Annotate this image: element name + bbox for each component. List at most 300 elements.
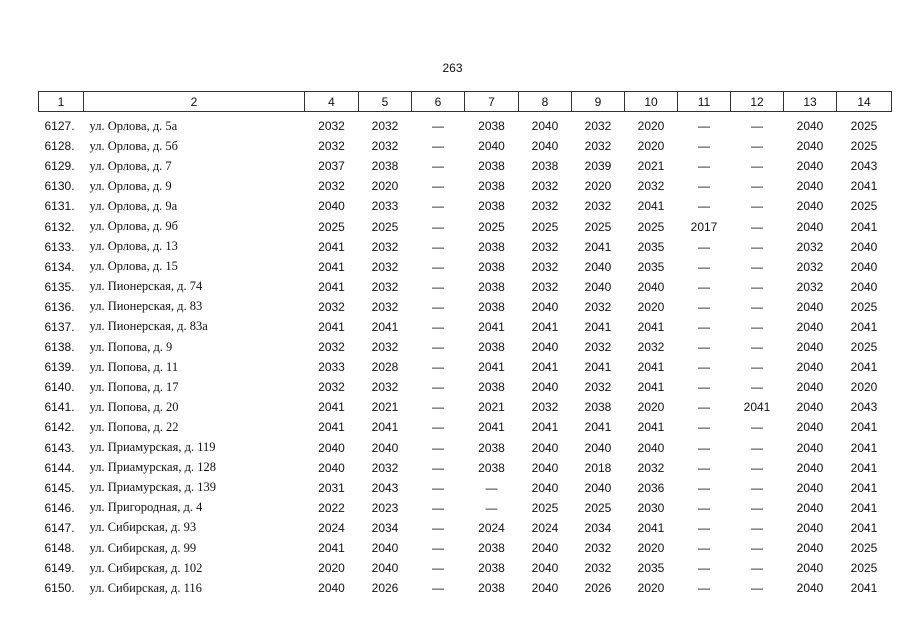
year-cell: 2024 xyxy=(478,520,505,535)
year-cell: 2038 xyxy=(371,159,399,174)
table-row xyxy=(39,538,892,558)
year-cell: — xyxy=(751,340,763,355)
year-cell: — xyxy=(751,319,763,334)
year-cell: — xyxy=(751,460,763,475)
row-number-cell: 6135. xyxy=(44,279,75,294)
year-cell: 2032 xyxy=(371,340,399,355)
year-cell: 2040 xyxy=(478,139,505,154)
year-cell: — xyxy=(432,139,444,154)
year-cell: 2040 xyxy=(796,319,824,334)
year-cell: — xyxy=(698,159,710,174)
year-cell: 2040 xyxy=(531,380,559,395)
year-cell: 2032 xyxy=(531,279,559,294)
year-cell: 2020 xyxy=(637,139,665,154)
year-cell: — xyxy=(698,340,710,355)
table-row xyxy=(39,156,892,176)
year-cell: 2041 xyxy=(637,380,665,395)
year-cell: 2040 xyxy=(850,259,878,274)
year-cell: 2041 xyxy=(743,400,771,415)
address-cell: ул. Орлова, д. 7 xyxy=(89,158,172,173)
year-cell: 2041 xyxy=(531,360,559,375)
year-cell: 2041 xyxy=(637,420,665,435)
year-cell: 2038 xyxy=(478,159,505,174)
year-cell: 2023 xyxy=(371,500,399,515)
year-cell: 2032 xyxy=(318,340,345,355)
year-cell: 2041 xyxy=(850,520,878,535)
row-number-cell: 6143. xyxy=(44,440,75,455)
year-cell: 2041 xyxy=(531,319,559,334)
address-cell: ул. Приамурская, д. 139 xyxy=(89,480,216,495)
year-cell: — xyxy=(751,360,763,375)
table-row xyxy=(39,357,892,377)
year-cell: 2041 xyxy=(850,360,878,375)
year-cell: 2032 xyxy=(371,299,399,314)
year-cell: — xyxy=(698,420,710,435)
year-cell: 2025 xyxy=(637,219,665,234)
address-cell: ул. Попова, д. 9 xyxy=(89,339,173,354)
year-cell: 2031 xyxy=(318,480,345,495)
year-cell: 2032 xyxy=(371,460,399,475)
year-cell: 2043 xyxy=(371,480,399,495)
year-cell: — xyxy=(432,380,444,395)
year-cell: 2032 xyxy=(637,179,665,194)
housing-registry-table xyxy=(38,91,892,598)
year-cell: 2040 xyxy=(796,400,824,415)
year-cell: 2025 xyxy=(531,219,559,234)
year-cell: 2041 xyxy=(584,360,612,375)
row-number-cell: 6133. xyxy=(44,239,75,254)
table-row xyxy=(39,237,892,257)
year-cell: — xyxy=(432,179,444,194)
row-number-cell: 6129. xyxy=(44,159,75,174)
year-cell: 2038 xyxy=(478,581,505,596)
year-cell: 2040 xyxy=(796,561,824,576)
year-cell: 2041 xyxy=(850,179,878,194)
year-cell: 2032 xyxy=(531,239,559,254)
year-cell: 2025 xyxy=(531,500,559,515)
year-cell: — xyxy=(432,239,444,254)
row-number-cell: 6131. xyxy=(44,199,75,214)
year-cell: 2038 xyxy=(531,159,559,174)
year-cell: — xyxy=(751,500,763,515)
header-row xyxy=(39,92,892,112)
year-cell: 2040 xyxy=(584,440,612,455)
year-cell: 2034 xyxy=(584,520,612,535)
year-cell: 2040 xyxy=(796,420,824,435)
year-cell: 2041 xyxy=(850,480,878,495)
year-cell: 2020 xyxy=(637,541,665,556)
year-cell: — xyxy=(698,500,710,515)
address-cell: ул. Попова, д. 22 xyxy=(89,419,179,434)
year-cell: 2039 xyxy=(584,159,612,174)
year-cell: 2040 xyxy=(531,299,559,314)
year-cell: — xyxy=(698,480,710,495)
year-cell: 2036 xyxy=(637,480,665,495)
year-cell: 2041 xyxy=(850,420,878,435)
row-number-cell: 6132. xyxy=(44,219,75,234)
year-cell: 2025 xyxy=(318,219,345,234)
year-cell: 2041 xyxy=(318,420,345,435)
year-cell: 2041 xyxy=(850,581,878,596)
year-cell: 2020 xyxy=(371,179,399,194)
row-number-cell: 6136. xyxy=(44,299,75,314)
row-number-cell: 6146. xyxy=(44,500,75,515)
year-cell: — xyxy=(751,179,763,194)
year-cell: 2020 xyxy=(850,380,878,395)
year-cell: — xyxy=(698,139,710,154)
column-header: 9 xyxy=(572,92,625,112)
table-row xyxy=(39,216,892,236)
table-body xyxy=(39,112,892,599)
year-cell: 2040 xyxy=(531,340,559,355)
year-cell: — xyxy=(485,500,498,515)
year-cell: 2020 xyxy=(637,299,665,314)
year-cell: 2032 xyxy=(584,541,612,556)
year-cell: — xyxy=(698,319,710,334)
year-cell: — xyxy=(698,460,710,475)
address-cell: ул. Попова, д. 20 xyxy=(89,399,179,414)
year-cell: — xyxy=(751,541,763,556)
year-cell: 2038 xyxy=(478,239,505,254)
year-cell: 2040 xyxy=(371,561,399,576)
row-number-cell: 6141. xyxy=(44,400,75,415)
year-cell: 2040 xyxy=(796,199,824,214)
year-cell: 2032 xyxy=(531,179,559,194)
year-cell: 2038 xyxy=(478,340,505,355)
column-header: 14 xyxy=(837,92,892,112)
year-cell: 2040 xyxy=(531,541,559,556)
year-cell: 2041 xyxy=(318,279,345,294)
year-cell: 2040 xyxy=(796,520,824,535)
address-cell: ул. Орлова, д. 9а xyxy=(89,198,178,213)
table-row xyxy=(39,136,892,156)
year-cell: 2032 xyxy=(318,119,345,134)
year-cell: — xyxy=(432,119,444,134)
year-cell: 2040 xyxy=(796,299,824,314)
year-cell: 2032 xyxy=(637,340,665,355)
table-row xyxy=(39,337,892,357)
year-cell: 2040 xyxy=(531,460,559,475)
year-cell: 2032 xyxy=(584,380,612,395)
year-cell: 2037 xyxy=(318,159,345,174)
row-number-cell: 6127. xyxy=(44,119,75,134)
year-cell: 2021 xyxy=(371,400,399,415)
row-number-cell: 6134. xyxy=(44,259,75,274)
row-number-cell: 6147. xyxy=(44,520,75,535)
year-cell: 2041 xyxy=(637,360,665,375)
year-cell: 2032 xyxy=(531,400,559,415)
year-cell: 2038 xyxy=(478,259,505,274)
year-cell: 2041 xyxy=(850,500,878,515)
year-cell: 2032 xyxy=(584,299,612,314)
year-cell: 2041 xyxy=(637,520,665,535)
year-cell: 2026 xyxy=(371,581,399,596)
table-header xyxy=(39,92,892,112)
year-cell: 2040 xyxy=(584,259,612,274)
row-number-cell: 6145. xyxy=(44,480,75,495)
address-cell: ул. Сибирская, д. 93 xyxy=(89,520,197,535)
year-cell: 2040 xyxy=(318,440,345,455)
address-cell: ул. Орлова, д. 9б xyxy=(89,219,179,234)
year-cell: 2040 xyxy=(584,480,612,495)
year-cell: 2025 xyxy=(371,219,399,234)
row-number-cell: 6150. xyxy=(44,581,75,596)
year-cell: 2020 xyxy=(637,119,665,134)
year-cell: — xyxy=(432,360,444,375)
year-cell: — xyxy=(432,259,444,274)
year-cell: — xyxy=(432,219,444,234)
year-cell: 2034 xyxy=(371,520,399,535)
year-cell: 2025 xyxy=(584,219,612,234)
year-cell: 2035 xyxy=(637,561,665,576)
year-cell: 2025 xyxy=(584,500,612,515)
year-cell: 2040 xyxy=(850,279,878,294)
column-header: 11 xyxy=(678,92,731,112)
year-cell: 2040 xyxy=(796,179,824,194)
year-cell: — xyxy=(432,520,444,535)
year-cell: 2038 xyxy=(478,299,505,314)
year-cell: 2032 xyxy=(584,340,612,355)
year-cell: 2040 xyxy=(796,500,824,515)
row-number-cell: 6139. xyxy=(44,360,75,375)
year-cell: 2038 xyxy=(478,541,505,556)
year-cell: 2040 xyxy=(796,360,824,375)
year-cell: — xyxy=(432,480,444,495)
year-cell: 2035 xyxy=(637,239,665,254)
year-cell: 2025 xyxy=(850,199,878,214)
year-cell: — xyxy=(751,159,763,174)
year-cell: 2032 xyxy=(318,380,345,395)
year-cell: 2026 xyxy=(584,581,612,596)
year-cell: 2020 xyxy=(637,581,665,596)
address-cell: ул. Приамурская, д. 128 xyxy=(89,460,216,475)
year-cell: 2041 xyxy=(850,440,878,455)
row-number-cell: 6142. xyxy=(44,420,75,435)
year-cell: 2041 xyxy=(850,319,878,334)
year-cell: 2040 xyxy=(531,480,559,495)
row-number-cell: 6148. xyxy=(44,541,75,556)
year-cell: 2041 xyxy=(637,199,665,214)
address-cell: ул. Орлова, д. 5а xyxy=(89,118,178,133)
year-cell: 2041 xyxy=(584,319,612,334)
year-cell: 2040 xyxy=(796,119,824,134)
year-cell: — xyxy=(751,259,763,274)
column-header: 6 xyxy=(412,92,465,112)
year-cell: — xyxy=(698,440,710,455)
table-row xyxy=(39,257,892,277)
year-cell: 2017 xyxy=(690,219,718,234)
year-cell: — xyxy=(698,299,710,314)
year-cell: 2038 xyxy=(478,279,505,294)
year-cell: 2041 xyxy=(637,319,665,334)
year-cell: 2025 xyxy=(850,561,878,576)
year-cell: 2020 xyxy=(318,561,345,576)
year-cell: 2040 xyxy=(531,119,559,134)
year-cell: 2032 xyxy=(637,460,665,475)
year-cell: — xyxy=(698,119,710,134)
year-cell: 2040 xyxy=(850,239,878,254)
address-cell: ул. Сибирская, д. 116 xyxy=(89,580,202,595)
address-cell: ул. Пригородная, д. 4 xyxy=(89,500,203,515)
year-cell: — xyxy=(751,581,763,596)
year-cell: 2040 xyxy=(796,581,824,596)
row-number-cell: 6130. xyxy=(44,179,75,194)
year-cell: 2032 xyxy=(371,239,399,254)
year-cell: 2041 xyxy=(318,400,345,415)
year-cell: — xyxy=(432,400,444,415)
year-cell: — xyxy=(432,460,444,475)
year-cell: 2040 xyxy=(796,380,824,395)
year-cell: — xyxy=(698,541,710,556)
year-cell: — xyxy=(432,319,444,334)
year-cell: 2040 xyxy=(531,561,559,576)
table-row xyxy=(39,277,892,297)
year-cell: — xyxy=(698,581,710,596)
year-cell: 2040 xyxy=(796,480,824,495)
year-cell: — xyxy=(751,119,763,134)
year-cell: 2040 xyxy=(796,159,824,174)
table-row xyxy=(39,458,892,478)
year-cell: 2040 xyxy=(371,541,399,556)
column-header: 4 xyxy=(305,92,359,112)
year-cell: 2018 xyxy=(584,460,612,475)
year-cell: 2032 xyxy=(796,259,824,274)
table-row xyxy=(39,176,892,196)
row-number-cell: 6149. xyxy=(44,561,75,576)
year-cell: 2032 xyxy=(371,279,399,294)
row-number-cell: 6140. xyxy=(44,380,75,395)
column-header: 8 xyxy=(519,92,572,112)
year-cell: 2032 xyxy=(584,139,612,154)
year-cell: 2040 xyxy=(796,139,824,154)
address-cell: ул. Пионерская, д. 83а xyxy=(89,319,208,334)
year-cell: 2033 xyxy=(318,360,345,375)
year-cell: 2040 xyxy=(796,340,824,355)
year-cell: 2021 xyxy=(478,400,505,415)
year-cell: 2041 xyxy=(371,420,399,435)
year-cell: 2040 xyxy=(531,581,559,596)
year-cell: — xyxy=(432,299,444,314)
year-cell: 2032 xyxy=(371,139,399,154)
year-cell: — xyxy=(751,380,763,395)
year-cell: — xyxy=(432,561,444,576)
year-cell: — xyxy=(432,420,444,435)
year-cell: 2041 xyxy=(318,259,345,274)
row-number-cell: 6137. xyxy=(44,319,75,334)
year-cell: — xyxy=(432,440,444,455)
year-cell: 2040 xyxy=(371,440,399,455)
year-cell: 2040 xyxy=(531,139,559,154)
year-cell: 2040 xyxy=(531,440,559,455)
year-cell: 2038 xyxy=(478,199,505,214)
year-cell: 2032 xyxy=(584,561,612,576)
year-cell: — xyxy=(698,400,710,415)
address-cell: ул. Пионерская, д. 83 xyxy=(89,299,203,314)
address-cell: ул. Попова, д. 17 xyxy=(89,379,179,394)
year-cell: — xyxy=(751,199,763,214)
year-cell: — xyxy=(432,279,444,294)
address-cell: ул. Орлова, д. 5б xyxy=(89,138,179,153)
address-cell: ул. Орлова, д. 15 xyxy=(89,259,178,274)
table-row xyxy=(39,498,892,518)
table-row xyxy=(39,558,892,578)
address-cell: ул. Орлова, д. 13 xyxy=(89,239,178,254)
address-cell: ул. Орлова, д. 9 xyxy=(89,178,172,193)
table-row xyxy=(39,397,892,417)
year-cell: 2025 xyxy=(850,299,878,314)
year-cell: — xyxy=(698,360,710,375)
year-cell: — xyxy=(432,199,444,214)
year-cell: 2038 xyxy=(478,460,505,475)
year-cell: — xyxy=(432,581,444,596)
table-row xyxy=(39,438,892,458)
table-row xyxy=(39,518,892,538)
year-cell: — xyxy=(751,520,763,535)
table-row xyxy=(39,478,892,498)
year-cell: — xyxy=(432,340,444,355)
row-number-cell: 6144. xyxy=(44,460,75,475)
year-cell: — xyxy=(698,561,710,576)
year-cell: 2040 xyxy=(796,219,824,234)
year-cell: 2021 xyxy=(637,159,665,174)
year-cell: — xyxy=(698,239,710,254)
year-cell: 2043 xyxy=(850,400,878,415)
year-cell: — xyxy=(432,541,444,556)
table-row xyxy=(39,317,892,337)
year-cell: 2040 xyxy=(796,460,824,475)
column-header: 1 xyxy=(39,92,84,112)
year-cell: 2040 xyxy=(637,279,665,294)
address-cell: ул. Приамурская, д. 119 xyxy=(89,440,216,455)
page-number: 263 xyxy=(442,61,463,75)
column-header: 13 xyxy=(784,92,837,112)
year-cell: 2040 xyxy=(796,440,824,455)
year-cell: — xyxy=(751,440,763,455)
year-cell: 2022 xyxy=(318,500,345,515)
year-cell: 2041 xyxy=(371,319,399,334)
year-cell: 2025 xyxy=(850,340,878,355)
year-cell: 2040 xyxy=(318,199,345,214)
table-row xyxy=(39,578,892,598)
year-cell: 2038 xyxy=(478,561,505,576)
year-cell: — xyxy=(698,179,710,194)
year-cell: 2038 xyxy=(478,179,505,194)
address-cell: ул. Сибирская, д. 99 xyxy=(89,540,197,555)
year-cell: 2041 xyxy=(584,239,612,254)
year-cell: 2040 xyxy=(318,460,345,475)
year-cell: 2040 xyxy=(796,541,824,556)
year-cell: — xyxy=(751,420,763,435)
column-header: 2 xyxy=(84,92,305,112)
address-cell: ул. Попова, д. 11 xyxy=(89,359,179,374)
table-row xyxy=(39,297,892,317)
column-header: 10 xyxy=(625,92,678,112)
year-cell: 2030 xyxy=(637,500,665,515)
year-cell: 2025 xyxy=(850,119,878,134)
year-cell: 2040 xyxy=(318,581,345,596)
year-cell: 2032 xyxy=(318,179,345,194)
year-cell: 2040 xyxy=(637,440,665,455)
table-row xyxy=(39,377,892,397)
year-cell: 2025 xyxy=(850,541,878,556)
year-cell: 2032 xyxy=(531,259,559,274)
year-cell: — xyxy=(751,239,763,254)
row-number-cell: 6128. xyxy=(44,139,75,154)
year-cell: 2041 xyxy=(478,360,505,375)
year-cell: 2020 xyxy=(637,400,665,415)
year-cell: — xyxy=(751,299,763,314)
table-row xyxy=(39,196,892,216)
